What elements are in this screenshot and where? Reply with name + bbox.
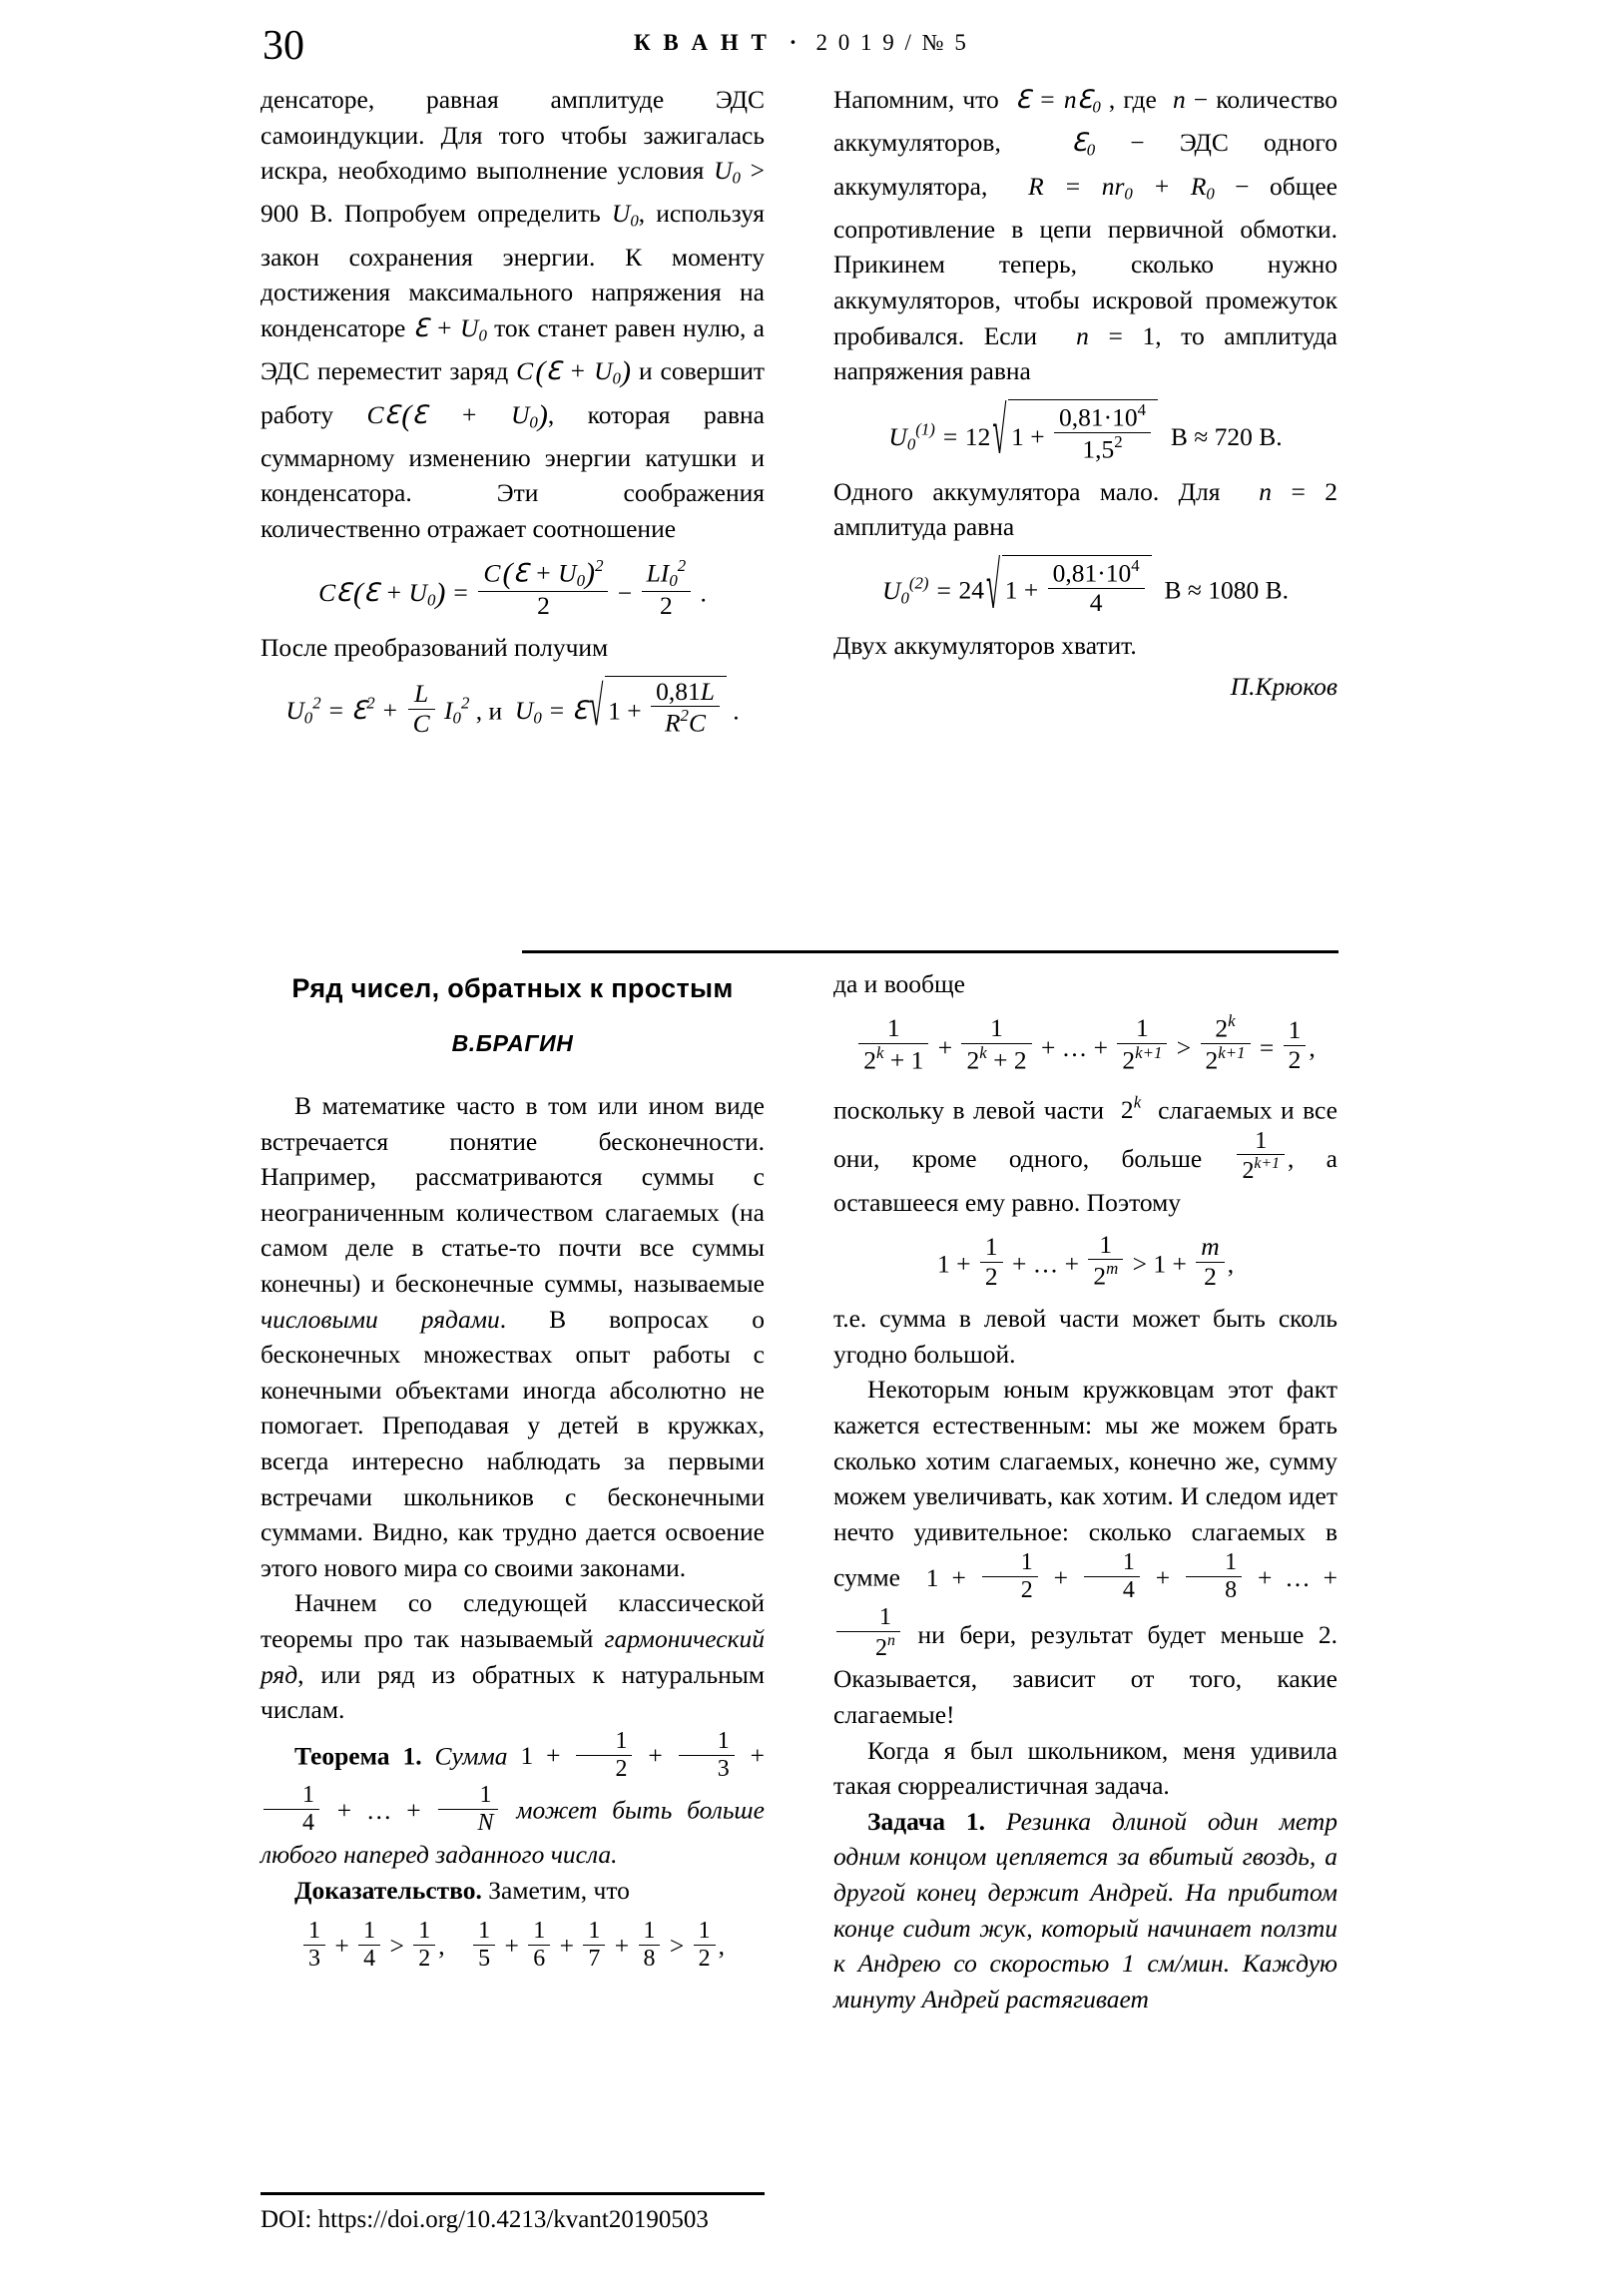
math-paragraph-1 — [261, 1088, 765, 1585]
unit-volt-5: В — [1265, 575, 1283, 605]
math-right-kruzh-a: Некоторым юным кружковцам этот факт кажется естественным: мы же можем брать сколько хотим слагаемых, конечно же, сумму можем увеличивать, как хотим. И следом идет нечто удивительное: сколько слагаемых в сумме — [833, 1375, 1337, 1592]
equation-u0-second: $U_0^{(2)} = 24$ √ 1 + $\frac{0,81\cdot 10^4}{4}$ В ≈ 1080 В. — [882, 547, 1289, 624]
journal-name: К В А Н Т — [634, 30, 771, 55]
inline-math-u0-2: $U_0$ — [611, 199, 639, 232]
physics-right-paragraph-1: Напомним, что ℇ = nℇ$_0$ , где n − количество аккумуляторов, ℇ$_0$ − ЭДС одного аккумулятора, $R = nr_0 + R_0$ − общее сопротивление в цепи первичной обмотки. Прикинем теперь, сколько нужно аккумуляторов, чтобы искровой промежуток пробивался. Если n = 1, то амплитуда напряжения равна — [833, 85, 1338, 386]
unit-volt-1: В — [309, 199, 327, 229]
inline-frac-1-2k1: $\frac{1}{2^{k+1}}$ — [1237, 1128, 1285, 1185]
num-const-1: 0,81·10 — [1059, 402, 1138, 432]
proof-label: Доказательство. — [294, 1875, 482, 1905]
value-n-first: 1 — [1142, 320, 1156, 350]
math-text-2: Начнем со следующей классической теоремы про так называемый — [261, 1588, 765, 1653]
harmonic-series-inline: 1 + $\frac{1}{2}$ + $\frac{1}{3}$ + $\frac{1}{4}$ + … + $\frac{1}{N}$ — [261, 1741, 765, 1825]
task-1 — [833, 1804, 1337, 2017]
math-right-kruzhkovtsy — [833, 1372, 1337, 1732]
inline-math-emf-n-emf0: ℇ = nℇ$_0$ — [1006, 85, 1101, 117]
theorem-intro: Сумма — [434, 1741, 508, 1771]
inline-geometric-series: 1 + $\frac{1}{2}$ + $\frac{1}{4}$ + $\frac{1}{8}$ + … + $\frac{1}{2^n}$ — [833, 1563, 1337, 1649]
physics-text-1d: ток станет равен нулю, а ЭДС переместит заряд — [261, 312, 765, 386]
math-paragraph-2 — [261, 1585, 765, 1727]
article-separator-rule — [522, 950, 1338, 953]
math-left-column — [261, 1088, 765, 1983]
physics-right-text-1a: Напомним, что — [833, 85, 999, 114]
math-text-2-cont: , или ряд из обратных к натуральным числам. — [261, 1659, 765, 1725]
unit-volt-2: В — [1170, 422, 1188, 452]
equation-proof-inequalities: $\frac{1}{3}$ + $\frac{1}{4}$ > $\frac{1}{2}$ , $\frac{1}{5}$ + $\frac{1}{6}$ + $\frac{1}{7}$ + $\frac{1}{8}$ > $\frac{1}{2}$ , — [261, 1918, 765, 1973]
math-right-text-b: слагаемых и все они, кроме одного, больше — [833, 1094, 1338, 1173]
physics-paragraph-1: денсаторе, равная амплитуде ЭДС самоиндукции. Для того чтобы зажигалась искра, необходимо выполнение условия $U_0 > 900$ В. Попробуем определить $U_0$, используя закон сохранения энергии. К моменту достижения максимального напряжения на конденсаторе ℇ + $U_0$ ток станет равен нулю, а ЭДС переместит заряд C (ℇ + $U_0$) и совершит работу Cℇ (ℇ + $U_0$), которая равна суммарному изменению энергии катушки и конденсатора. Эти соображения количественно отражает соотношение — [261, 85, 766, 544]
article-author: В.БРАГИН — [451, 1030, 574, 1056]
frac-081e4-over-15sq — [1054, 401, 1151, 464]
journal-issue: 2 0 1 9 / № 5 — [815, 30, 969, 55]
math-right-intro: да и вообще — [833, 969, 965, 998]
equation-sum-greater: 1 + $\frac{1}{2}$ + … + $\frac{1}{2^m}$ > 1 + $\frac{m}{2}$ , — [936, 1229, 1235, 1291]
article-title: Ряд чисел, обратных к простым — [291, 973, 734, 1003]
physics-text-1e: и совершит работу — [261, 356, 765, 429]
math-text-1-cont: . В вопросах о бесконечных множествах опыт работы с конечными объектами иногда абсолютно не помогает. Преподавая у детей в кружках, всегда интересно наблюдать за первыми встречами школьников с бесконечными суммами. Видно, как трудно дается освоение этого нового мира со своими законами. — [261, 1304, 765, 1582]
doi-separator-rule — [261, 2192, 765, 2195]
equation-u0-derivation: $U_0^2$ = ℇ$^2$ + $\frac{L}{C}$ $I_0^2$ , и $U_0$ = ℇ √ 1 + $\frac{0,81L}{R^2C}$ . — [285, 674, 740, 739]
math-right-column — [833, 966, 1337, 2016]
frac-l-over-c: $\frac{L}{C}$ — [408, 680, 435, 738]
coef-24: 24 — [958, 575, 984, 605]
physics-text-1c: , используя закон сохранения энергии. К моменту достижения максимального напряжения на конденсаторе — [261, 199, 765, 342]
page-sheet — [255, 0, 1342, 2296]
physics-left-column — [261, 82, 765, 748]
coef-12: 12 — [964, 422, 991, 452]
inline-math-resistance: $R = nr_0 + R_0$ — [1007, 171, 1215, 204]
den-exp-1: 2 — [1114, 431, 1123, 451]
sqrt-first: √ 1 + $\frac{0,81\cdot 10^4}{1,5^2}$ — [992, 399, 1158, 464]
frac-c-emf-u0-squared: $\frac{C (ℇ + U_0)^2}{2}$ — [478, 557, 608, 621]
math-text-1: В математике часто в том или ином виде встречается понятие бесконечности. Например, рассматриваются суммы с неограниченным количеством слагаемых (на самом деле в статье-то почти все суммы конечны) и бесконечные суммы, называемые — [261, 1091, 765, 1298]
frac-081e4-over-4 — [1048, 557, 1145, 618]
result-720: 720 — [1214, 422, 1253, 452]
unit-volt-4: В — [1164, 575, 1182, 605]
physics-text-1: денсаторе, равная амплитуде ЭДС самоиндукции. Для того чтобы зажигалась искра, необходимо выполнение условия — [261, 85, 765, 186]
equation-energy-balance: Cℇ (ℇ + $U_0$) = $\frac{C (ℇ + U_0)^2}{2}$ − $\frac{LI_0^2}{2}$ . — [318, 555, 707, 620]
math-right-kruzh-b: ни бери, результат будет меньше 2. Оказывается, зависит от того, какие слагаемые! — [833, 1620, 1338, 1730]
unit-volt-3: В — [1259, 422, 1277, 452]
physics-text-1b: . Попробуем определить — [326, 199, 601, 229]
inline-math-emf0: ℇ$_0$ — [1035, 128, 1096, 160]
proof-block — [261, 1873, 765, 1909]
value-n-second: 2 — [1325, 476, 1338, 506]
masthead-separator: · — [789, 30, 798, 55]
page-number: 30 — [263, 23, 304, 69]
journal-masthead — [634, 30, 968, 56]
physics-right-mid-a: Одного аккумулятора мало. Для — [833, 476, 1221, 506]
proof-intro: Заметим, что — [488, 1875, 630, 1905]
task-label: Задача 1. — [867, 1806, 986, 1836]
num-exp-2: 4 — [1131, 555, 1140, 575]
math-text-2-italic: гармонический ряд — [261, 1623, 765, 1689]
physics-right-text-1e: − общее сопротивление в цепи первичной обмотки. Прикинем теперь, сколько нужно аккумуляторов, чтобы искровой промежуток пробивался. Если — [833, 171, 1337, 350]
math-right-after-eq1 — [833, 1085, 1337, 1221]
inline-math-work: Cℇ (ℇ + $U_0$) — [366, 397, 548, 432]
inline-2k: 2$^k$ — [1112, 1092, 1142, 1124]
physics-right-paragraph-2: Одного аккумулятора мало. Для n = 2 амплитуда равна — [833, 476, 1338, 542]
math-text-1-italic: числовыми рядами — [261, 1304, 500, 1334]
physics-signature: П.Крюков — [1230, 672, 1337, 702]
physics-right-text-1f: , то амплитуда напряжения равна — [833, 320, 1337, 386]
physics-after-equation: После преобразований получим — [261, 633, 609, 663]
math-right-text-c: , а оставшееся ему равно. Поэтому — [833, 1143, 1338, 1218]
physics-right-text-1b: , где — [1108, 85, 1157, 114]
theorem-1 — [261, 1728, 765, 1873]
physics-right-text-1d: − ЭДС одного аккумулятора, — [833, 128, 1337, 201]
num-exp-1: 4 — [1137, 399, 1147, 419]
theorem-conclusion: может быть больше любого наперед заданного числа. — [261, 1795, 766, 1870]
equation-general-block: $\frac{1}{2^k + 1}$ + $\frac{1}{2^k + 2}$ + … + $\frac{1}{2^{k+1}}$ > $\frac{2^k}{2^{k+1}}$ = $\frac{1}{2}$ , — [833, 1012, 1337, 1075]
den-val-1: 1,5 — [1082, 434, 1115, 464]
physics-right-column — [833, 82, 1337, 705]
doi-line[interactable]: DOI: https://doi.org/10.4213/kvant20190503 — [261, 2206, 709, 2233]
physics-closing: Двух аккумуляторов хватит. — [833, 630, 1137, 660]
physics-right-text-1c: − количество аккумуляторов, — [833, 85, 1338, 158]
physics-right-mid-b: амплитуда равна — [833, 512, 1015, 542]
inline-math-u0-threshold: $U_0$ — [714, 156, 741, 188]
math-right-text-a: поскольку в левой части — [833, 1094, 1104, 1124]
value-u0-threshold: 900 — [261, 199, 299, 229]
frac-li0-squared: $\frac{LI_0^2}{2}$ — [642, 557, 692, 621]
inline-math-n: n — [1164, 85, 1194, 114]
sqrt-second: √ 1 + $\frac{0,81\cdot 10^4}{4}$ — [986, 555, 1152, 618]
sqrt-u0: √ 1 + $\frac{0,81L}{R^2C}$ — [589, 676, 727, 739]
inline-math-n-equals-1: n — [1056, 320, 1089, 350]
result-1080: 1080 — [1208, 575, 1260, 605]
num-const-2: 0,81·10 — [1052, 558, 1132, 588]
task-text: Резинка длиной один метр одним концом цепляется за вбитый гвоздь, а другой конец держит Андрей. На прибитом конце сидит жук, который начинает ползти к Андрею со скоростью 1 см/мин. Каждую минуту Андрей растягивает — [833, 1806, 1337, 2013]
theorem-label: Теорема 1. — [294, 1741, 422, 1771]
running-head — [255, 22, 1342, 70]
inline-math-c-emf-u0: C (ℇ + $U_0$) — [516, 354, 631, 389]
math-right-school: Когда я был школьником, меня удивила такая сюрреалистичная задача. — [833, 1735, 1337, 1801]
den-val-2: 4 — [1048, 588, 1145, 618]
equation-u0-first: $U_0^{(1)} = 12$ √ 1 + $\frac{0,81\cdot 10^4}{1,5^2}$ В ≈ 720 В. — [888, 392, 1283, 469]
math-right-after-eq2: т.е. сумма в левой части может быть сколь угодно большой. — [833, 1304, 1337, 1369]
physics-text-1f: , которая равна суммарному изменению энергии катушки и конденсатора. Эти соображения количественно отражает соотношение — [261, 399, 766, 544]
inline-math-emf-plus-u0: ℇ + $U_0$ — [412, 312, 487, 345]
frac-081l-over-r2c: $\frac{0,81L}{R^2C}$ — [651, 678, 720, 739]
